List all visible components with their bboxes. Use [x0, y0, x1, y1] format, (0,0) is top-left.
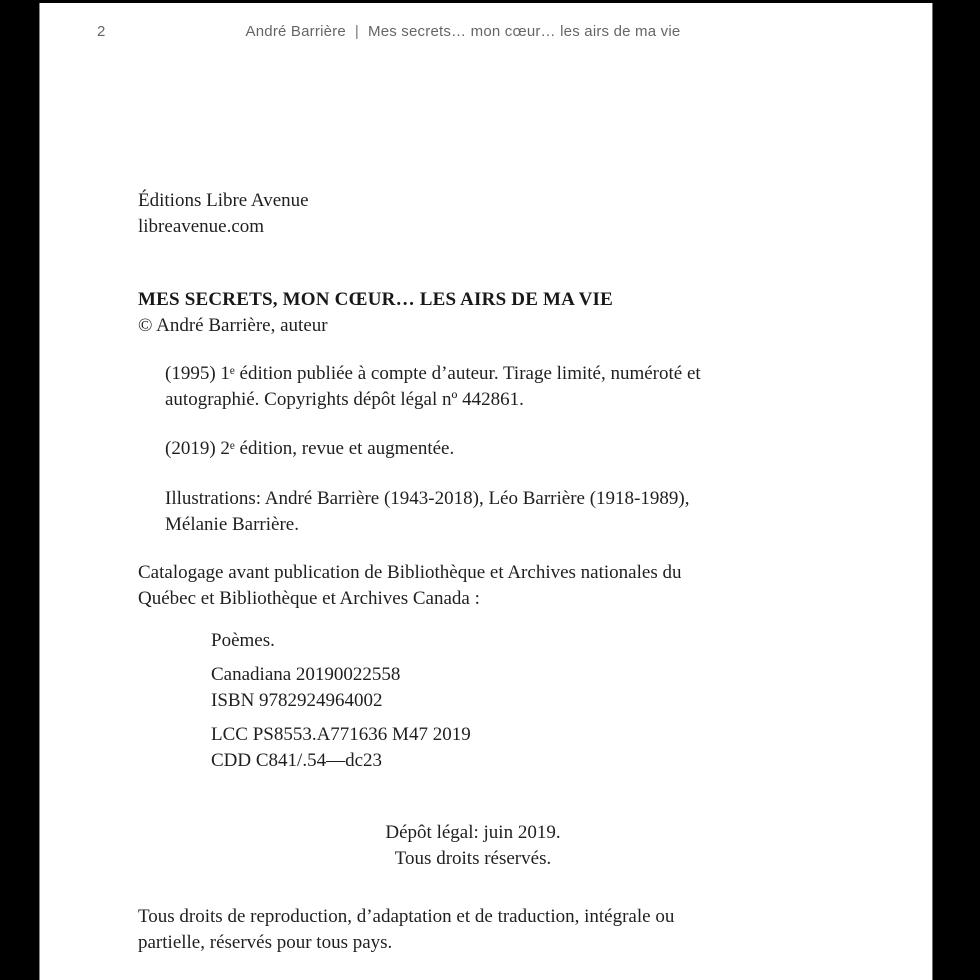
canadiana-block — [211, 662, 808, 714]
page-number: 2 — [97, 23, 106, 40]
cataloging-intro — [138, 560, 808, 612]
genre-line: Poèmes. — [211, 630, 275, 651]
legal-deposit-block — [138, 820, 808, 872]
lcc-block — [211, 722, 808, 774]
rights-reserved-line: Tous droits réservés. — [394, 848, 552, 869]
canadiana-line: Canadiana 20190022558 — [211, 664, 401, 685]
title-block — [138, 287, 808, 339]
publisher-name: Éditions Libre Avenue — [138, 190, 309, 211]
cataloging-intro-line-2: Québec et Bibliothèque et Archives Canada : — [138, 588, 480, 609]
isbn-line: ISBN 9782924964002 — [211, 690, 383, 711]
edition-1995-paragraph — [165, 361, 808, 413]
header-separator: | — [354, 23, 359, 40]
running-header — [40, 3, 932, 63]
publisher-block — [138, 188, 808, 240]
lcc-line: LCC PS8553.A771636 M47 2019 — [211, 724, 471, 745]
edition-2019-line: (2019) 2ᵉ édition, revue et augmentée. — [165, 438, 455, 459]
reproduction-line-2: partielle, réservés pour tous pays. — [138, 932, 393, 953]
reproduction-paragraph — [138, 904, 808, 956]
illustrations-line-2: Mélanie Barrière. — [165, 514, 299, 535]
edition-1995-line-1: (1995) 1ᵉ édition publiée à compte d’auteur. Tirage limité, numéroté et — [165, 363, 701, 384]
book-page — [39, 3, 933, 980]
illustrations-paragraph — [165, 486, 808, 538]
edition-1995-line-2: autographié. Copyrights dépôt légal nº 442861. — [165, 389, 524, 410]
publisher-website: libreavenue.com — [138, 216, 265, 237]
colophon-content — [138, 188, 808, 956]
genre-block — [211, 628, 808, 654]
copyright-line: © André Barrière, auteur — [138, 315, 328, 336]
running-header-title — [138, 23, 788, 40]
header-book-title: Mes secrets… mon cœur… les airs de ma vie — [368, 23, 681, 40]
illustrations-line-1: Illustrations: André Barrière (1943-2018), Léo Barrière (1918-1989), — [165, 488, 690, 509]
edition-2019-paragraph — [165, 436, 808, 462]
reproduction-line-1: Tous droits de reproduction, d’adaptation et de traduction, intégrale ou — [138, 906, 675, 927]
cdd-line: CDD C841/.54—dc23 — [211, 750, 382, 771]
header-author: André Barrière — [245, 23, 346, 40]
depot-legal-line: Dépôt légal: juin 2019. — [385, 822, 561, 843]
cataloging-intro-line-1: Catalogage avant publication de Bibliothèque et Archives nationales du — [138, 562, 682, 583]
book-title: MES SECRETS, MON CŒUR… LES AIRS DE MA VIE — [138, 289, 614, 310]
